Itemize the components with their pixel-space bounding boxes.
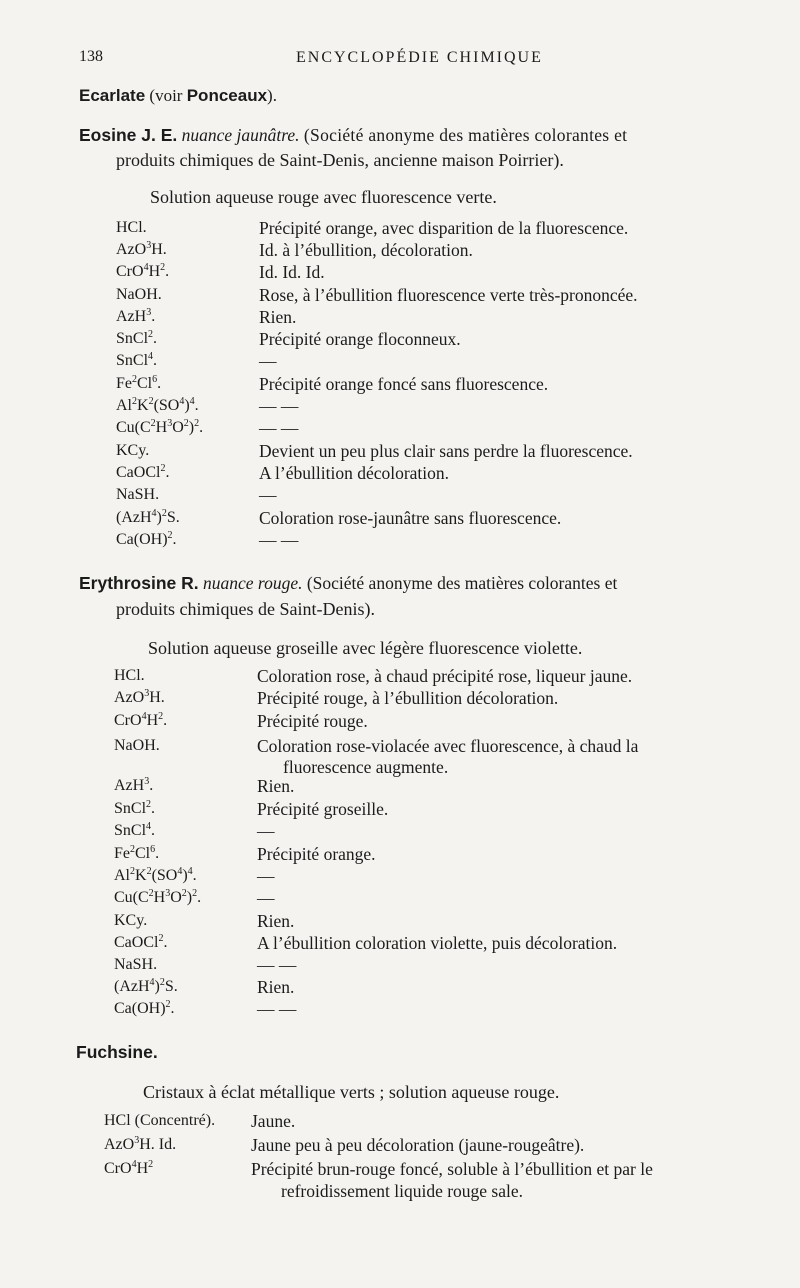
ecarlate-entry bbox=[79, 86, 277, 106]
reagent-formula: Fe$^2$Cl$^6$. bbox=[116, 374, 162, 392]
reagent-formula: SnCl$^4$. bbox=[114, 821, 156, 839]
reaction-result: — bbox=[259, 351, 277, 371]
ecarlate-note: (voir bbox=[145, 86, 187, 105]
reaction-result: — bbox=[259, 485, 277, 505]
reaction-result: Coloration rose-violacée avec fluorescence, à chaud la bbox=[257, 736, 639, 756]
reagent-formula: $(AzH^4)^2S$. bbox=[114, 977, 178, 995]
reaction-result-continued: fluorescence augmente. bbox=[283, 757, 449, 777]
reagent-formula: CaOCl$^2$. bbox=[114, 933, 168, 951]
erythrosine-source-line2: produits chimiques de Saint-Denis). bbox=[116, 599, 375, 619]
reagent-formula: $Al^2K^2(SO^4)^4$. bbox=[114, 866, 197, 884]
eosine-name: Eosine J. E. bbox=[79, 125, 178, 145]
reaction-result: Précipité groseille. bbox=[257, 799, 389, 819]
reagent-formula: NaOH. bbox=[116, 286, 162, 303]
reagent-formula: $CrO^4H^2$. bbox=[114, 711, 168, 729]
eosine-source-line2: produits chimiques de Saint-Denis, ancienne maison Poirrier). bbox=[116, 150, 564, 170]
reagent-formula: $(AzH^4)^2S$. bbox=[116, 508, 180, 526]
reagent-formula: HCl (Concentré). bbox=[104, 1112, 216, 1129]
reaction-result: A l’ébullition coloration violette, puis décoloration. bbox=[257, 933, 618, 953]
reaction-result: — bbox=[257, 888, 275, 908]
fuchsine-solution: Cristaux à éclat métallique verts ; solution aqueuse rouge. bbox=[143, 1082, 560, 1102]
reaction-result: Précipité rouge, à l’ébullition décoloration. bbox=[257, 688, 559, 708]
erythrosine-source-line1: (Société anonyme des matières colorantes et bbox=[306, 573, 618, 593]
eosine-heading bbox=[79, 125, 769, 146]
reagent-formula: AzH$^3$. bbox=[114, 776, 154, 794]
reagent-formula: $Al^2K^2(SO^4)^4$. bbox=[116, 396, 199, 414]
reagent-formula: CaOCl$^2$. bbox=[116, 463, 170, 481]
reaction-result: Rien. bbox=[257, 911, 295, 931]
reagent-formula: AzO$^3$H. bbox=[116, 240, 167, 258]
reaction-result: Coloration rose, à chaud précipité rose, liqueur jaune. bbox=[257, 666, 633, 686]
reagent-formula: SnCl$^4$. bbox=[116, 351, 158, 369]
reagent-formula: Fe$^2$Cl$^6$. bbox=[114, 844, 160, 862]
reagent-formula: $Cu(C^2H^3O^2)^2$. bbox=[116, 418, 204, 436]
erythrosine-heading bbox=[79, 573, 769, 594]
reagent-formula: AzO$^3$H. bbox=[114, 688, 165, 706]
eosine-nuance: nuance jaunâtre. bbox=[181, 125, 300, 145]
reaction-result: — — bbox=[257, 999, 297, 1019]
erythrosine-solution: Solution aqueuse groseille avec légère fluorescence violette. bbox=[148, 638, 583, 658]
reaction-result: A l’ébullition décoloration. bbox=[259, 463, 450, 483]
reaction-result: — — bbox=[259, 396, 299, 416]
reagent-formula: Ca(OH)$^2$. bbox=[114, 999, 175, 1017]
reagent-formula: NaOH. bbox=[114, 737, 160, 754]
reaction-result: Jaune. bbox=[251, 1111, 296, 1131]
reaction-result: Précipité orange. bbox=[257, 844, 376, 864]
reaction-result: Jaune peu à peu décoloration (jaune-rougeâtre). bbox=[251, 1135, 585, 1155]
reagent-formula: SnCl$^2$. bbox=[116, 329, 158, 347]
reagent-formula: $CrO^4H^2$ bbox=[104, 1159, 154, 1177]
reaction-result: Rien. bbox=[259, 307, 297, 327]
reaction-result: Précipité rouge. bbox=[257, 711, 368, 731]
ecarlate-name: Ecarlate bbox=[79, 86, 146, 105]
reagent-formula: $CrO^4H^2$. bbox=[116, 262, 170, 280]
reaction-result: Précipité orange foncé sans fluorescence. bbox=[259, 374, 549, 394]
reagent-formula: Ca(OH)$^2$. bbox=[116, 530, 177, 548]
eosine-source-line1: (Société anonyme des matières colorantes et bbox=[303, 125, 628, 145]
reaction-result: Coloration rose-jaunâtre sans fluorescence. bbox=[259, 508, 562, 528]
reaction-result: Précipité orange floconneux. bbox=[259, 329, 461, 349]
reaction-result: Devient un peu plus clair sans perdre la fluorescence. bbox=[259, 441, 633, 461]
reaction-result: Précipité brun-rouge foncé, soluble à l’ébullition et par le bbox=[251, 1159, 653, 1179]
reagent-formula: HCl. bbox=[114, 667, 145, 684]
reagent-formula: NaSH. bbox=[114, 956, 158, 973]
reaction-result: Rien. bbox=[257, 776, 295, 796]
reagent-formula: HCl. bbox=[116, 219, 147, 236]
reagent-formula: KCy. bbox=[116, 442, 150, 459]
fuchsine-name: Fuchsine. bbox=[76, 1042, 158, 1062]
erythrosine-nuance: nuance rouge. bbox=[203, 573, 303, 593]
erythrosine-name: Erythrosine R. bbox=[79, 573, 199, 593]
reagent-formula: $Cu(C^2H^3O^2)^2$. bbox=[114, 888, 202, 906]
reagent-formula: AzH$^3$. bbox=[116, 307, 156, 325]
reaction-result: Rose, à l’ébullition fluorescence verte très-prononcée. bbox=[259, 285, 638, 305]
reaction-result: Id. à l’ébullition, décoloration. bbox=[259, 240, 473, 260]
reaction-result: — bbox=[257, 866, 275, 886]
reagent-formula: NaSH. bbox=[116, 486, 160, 503]
eosine-solution: Solution aqueuse rouge avec fluorescence verte. bbox=[150, 187, 497, 207]
reagent-formula: SnCl$^2$. bbox=[114, 799, 156, 817]
ecarlate-ref: Ponceaux bbox=[186, 86, 268, 105]
reaction-result: Rien. bbox=[257, 977, 295, 997]
reaction-result: — bbox=[257, 821, 275, 841]
reaction-result: — — bbox=[259, 530, 299, 550]
reaction-result: — — bbox=[257, 955, 297, 975]
page-number: 138 bbox=[79, 48, 103, 65]
reagent-formula: KCy. bbox=[114, 912, 148, 929]
ecarlate-close: ). bbox=[267, 86, 277, 105]
reaction-result: Précipité orange, avec disparition de la fluorescence. bbox=[259, 218, 629, 238]
reaction-result-continued: refroidissement liquide rouge sale. bbox=[281, 1181, 524, 1201]
reagent-formula: AzO$^3$H. Id. bbox=[104, 1135, 177, 1153]
running-title: ENCYCLOPÉDIE CHIMIQUE bbox=[296, 49, 543, 66]
reaction-result: Id. Id. Id. bbox=[259, 262, 325, 282]
reaction-result: — — bbox=[259, 418, 299, 438]
